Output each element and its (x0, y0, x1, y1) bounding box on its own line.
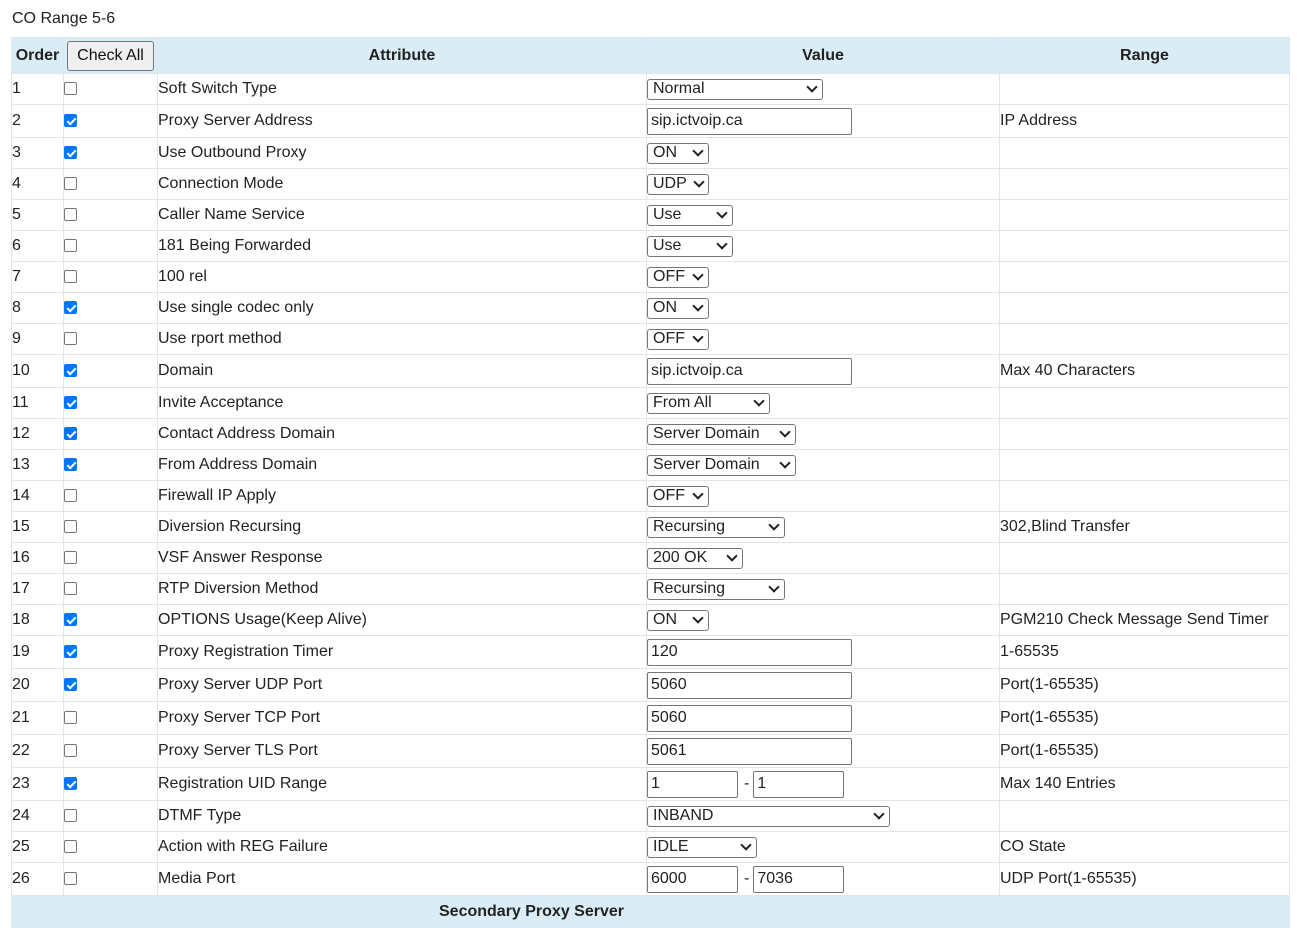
chevron-down-icon (692, 300, 703, 311)
attribute-cell: Domain (158, 355, 647, 388)
row-checkbox[interactable] (64, 809, 77, 822)
row-checkbox[interactable] (64, 777, 77, 790)
order-cell: 24 (12, 801, 64, 832)
section-row (12, 896, 1290, 928)
table-row (12, 419, 1290, 450)
value-select[interactable] (647, 455, 796, 476)
row-checkbox[interactable] (64, 82, 77, 95)
value-input[interactable]: 5060 (647, 705, 852, 732)
row-checkbox-cell (64, 324, 158, 355)
order-cell: 22 (12, 735, 64, 768)
table-row (12, 702, 1290, 735)
row-checkbox[interactable] (64, 711, 77, 724)
range-cell (1000, 169, 1290, 200)
row-checkbox[interactable] (64, 301, 77, 314)
check-all-button[interactable]: Check All (67, 41, 154, 71)
row-checkbox[interactable] (64, 177, 77, 190)
value-column-header: Value (647, 38, 1000, 74)
attribute-cell: Connection Mode (158, 169, 647, 200)
chevron-down-icon (768, 581, 779, 592)
row-checkbox-cell (64, 293, 158, 324)
table-row (12, 481, 1290, 512)
value-cell (647, 293, 1000, 324)
table-row (12, 388, 1290, 419)
order-cell: 20 (12, 669, 64, 702)
value-cell (647, 450, 1000, 481)
row-checkbox-cell (64, 605, 158, 636)
value-cell (647, 702, 1000, 735)
range-cell: IP Address (1000, 105, 1290, 138)
order-cell: 9 (12, 324, 64, 355)
value-cell (647, 74, 1000, 105)
section-spacer (1000, 896, 1290, 928)
value-select[interactable] (647, 548, 743, 569)
order-cell: 11 (12, 388, 64, 419)
order-cell: 7 (12, 262, 64, 293)
table-row (12, 200, 1290, 231)
range-separator: - (744, 870, 750, 887)
select-value: OFF (653, 268, 685, 285)
order-cell: 8 (12, 293, 64, 324)
range-end-input[interactable]: 7036 (753, 866, 844, 893)
row-checkbox-cell (64, 388, 158, 419)
chevron-down-icon (692, 145, 703, 156)
select-value: UDP (653, 175, 687, 192)
row-checkbox-cell (64, 574, 158, 605)
table-row (12, 669, 1290, 702)
table-row (12, 801, 1290, 832)
section-title: Secondary Proxy Server (64, 896, 1000, 928)
order-cell: 17 (12, 574, 64, 605)
attribute-cell: RTP Diversion Method (158, 574, 647, 605)
value-cell (647, 481, 1000, 512)
value-cell (647, 832, 1000, 863)
order-cell: 12 (12, 419, 64, 450)
value-select[interactable] (647, 579, 785, 600)
row-checkbox[interactable] (64, 678, 77, 691)
row-checkbox[interactable] (64, 582, 77, 595)
row-checkbox[interactable] (64, 551, 77, 564)
table-row (12, 735, 1290, 768)
order-cell: 1 (12, 74, 64, 105)
value-input[interactable]: sip.ictvoip.ca (647, 108, 852, 135)
range-cell (1000, 293, 1290, 324)
row-checkbox-cell (64, 543, 158, 574)
order-column-header: Order (12, 38, 64, 74)
select-value: Use (653, 206, 682, 223)
attribute-cell: 100 rel (158, 262, 647, 293)
range-cell: 302,Blind Transfer (1000, 512, 1290, 543)
table-row (12, 74, 1290, 105)
row-checkbox[interactable] (64, 208, 77, 221)
order-cell: 21 (12, 702, 64, 735)
order-cell: 14 (12, 481, 64, 512)
table-row (12, 355, 1290, 388)
row-checkbox-cell (64, 231, 158, 262)
table-row (12, 636, 1290, 669)
row-checkbox[interactable] (64, 239, 77, 252)
chevron-down-icon (692, 612, 703, 623)
row-checkbox-cell (64, 768, 158, 801)
value-cell (647, 636, 1000, 669)
range-cell: Max 40 Characters (1000, 355, 1290, 388)
range-end-input[interactable]: 1 (753, 771, 844, 798)
table-row (12, 863, 1290, 896)
value-input[interactable]: sip.ictvoip.ca (647, 358, 852, 385)
value-cell (647, 543, 1000, 574)
chevron-down-icon (779, 457, 790, 468)
order-cell: 26 (12, 863, 64, 896)
range-cell (1000, 138, 1290, 169)
value-select[interactable] (647, 486, 709, 507)
row-checkbox[interactable] (64, 520, 77, 533)
range-start-input[interactable]: 1 (647, 771, 738, 798)
value-cell (647, 200, 1000, 231)
attribute-cell: Proxy Server Address (158, 105, 647, 138)
check-all-header (64, 38, 158, 74)
attribute-cell: Soft Switch Type (158, 74, 647, 105)
table-row (12, 262, 1290, 293)
value-select[interactable] (647, 298, 709, 319)
chevron-down-icon (779, 426, 790, 437)
attribute-cell: Action with REG Failure (158, 832, 647, 863)
table-row (12, 512, 1290, 543)
attribute-cell: DTMF Type (158, 801, 647, 832)
attribute-cell: Proxy Server TCP Port (158, 702, 647, 735)
order-cell: 23 (12, 768, 64, 801)
attribute-column-header: Attribute (158, 38, 647, 74)
attribute-cell: Caller Name Service (158, 200, 647, 231)
row-checkbox[interactable] (64, 114, 77, 127)
range-column-header: Range (1000, 38, 1290, 74)
order-cell: 2 (12, 105, 64, 138)
select-value: IDLE (653, 838, 689, 855)
order-cell: 4 (12, 169, 64, 200)
table-row (12, 832, 1290, 863)
value-cell (647, 355, 1000, 388)
row-checkbox[interactable] (64, 364, 77, 377)
row-checkbox[interactable] (64, 458, 77, 471)
range-cell: UDP Port(1-65535) (1000, 863, 1290, 896)
chevron-down-icon (753, 395, 764, 406)
value-cell (647, 138, 1000, 169)
table-row (12, 768, 1290, 801)
row-checkbox-cell (64, 512, 158, 543)
range-cell (1000, 450, 1290, 481)
table-row (12, 169, 1290, 200)
attribute-cell: OPTIONS Usage(Keep Alive) (158, 605, 647, 636)
value-input[interactable]: 5061 (647, 738, 852, 765)
value-select[interactable] (647, 610, 709, 631)
select-value: Use (653, 237, 682, 254)
attribute-cell: 181 Being Forwarded (158, 231, 647, 262)
value-select[interactable] (647, 393, 770, 414)
value-cell (647, 605, 1000, 636)
order-cell: 5 (12, 200, 64, 231)
range-separator: - (744, 775, 750, 792)
range-cell (1000, 200, 1290, 231)
value-cell (647, 419, 1000, 450)
select-value: From All (653, 394, 712, 411)
value-cell (647, 574, 1000, 605)
attribute-cell: Use single codec only (158, 293, 647, 324)
value-cell (647, 262, 1000, 293)
chevron-down-icon (693, 176, 704, 187)
row-checkbox[interactable] (64, 613, 77, 626)
order-cell: 10 (12, 355, 64, 388)
row-checkbox[interactable] (64, 872, 77, 885)
select-value: ON (653, 611, 677, 628)
value-cell (647, 669, 1000, 702)
order-cell: 19 (12, 636, 64, 669)
value-select[interactable] (647, 517, 785, 538)
select-value: Server Domain (653, 456, 760, 473)
row-checkbox-cell (64, 450, 158, 481)
value-select[interactable] (647, 205, 733, 226)
attribute-cell: VSF Answer Response (158, 543, 647, 574)
value-select[interactable] (647, 424, 796, 445)
attribute-cell: Proxy Server UDP Port (158, 669, 647, 702)
page-caption: CO Range 5-6 (12, 10, 116, 27)
table-row (12, 231, 1290, 262)
row-checkbox[interactable] (64, 427, 77, 440)
row-checkbox-cell (64, 200, 158, 231)
chevron-down-icon (716, 238, 727, 249)
select-value: Server Domain (653, 425, 760, 442)
attribute-cell: Proxy Registration Timer (158, 636, 647, 669)
value-select[interactable] (647, 236, 733, 257)
select-value: Recursing (653, 580, 726, 597)
value-cell (647, 512, 1000, 543)
value-select[interactable] (647, 806, 890, 827)
range-start-input[interactable]: 6000 (647, 866, 738, 893)
row-checkbox[interactable] (64, 840, 77, 853)
range-cell: Max 140 Entries (1000, 768, 1290, 801)
row-checkbox-cell (64, 105, 158, 138)
row-checkbox-cell (64, 138, 158, 169)
range-cell: Port(1-65535) (1000, 735, 1290, 768)
value-select[interactable] (647, 79, 823, 100)
row-checkbox-cell (64, 735, 158, 768)
chevron-down-icon (726, 550, 737, 561)
range-cell (1000, 543, 1290, 574)
order-cell: 6 (12, 231, 64, 262)
value-select[interactable] (647, 837, 757, 858)
row-checkbox[interactable] (64, 396, 77, 409)
table-row (12, 605, 1290, 636)
select-value: Recursing (653, 518, 726, 535)
range-cell (1000, 324, 1290, 355)
table-row (12, 324, 1290, 355)
value-cell (647, 105, 1000, 138)
row-checkbox[interactable] (64, 332, 77, 345)
value-select[interactable] (647, 267, 709, 288)
attribute-cell: Proxy Server TLS Port (158, 735, 647, 768)
value-input[interactable]: 5060 (647, 672, 852, 699)
select-value: Normal (653, 80, 705, 97)
row-checkbox[interactable] (64, 146, 77, 159)
chevron-down-icon (768, 519, 779, 530)
attribute-cell: Contact Address Domain (158, 419, 647, 450)
row-checkbox[interactable] (64, 645, 77, 658)
chevron-down-icon (740, 839, 751, 850)
chevron-down-icon (806, 81, 817, 92)
value-select[interactable] (647, 174, 709, 195)
select-value: OFF (653, 330, 685, 347)
table-row (12, 543, 1290, 574)
row-checkbox[interactable] (64, 270, 77, 283)
table-row (12, 574, 1290, 605)
table-header-row (12, 38, 1290, 74)
range-cell (1000, 574, 1290, 605)
attribute-cell: Media Port (158, 863, 647, 896)
order-cell: 13 (12, 450, 64, 481)
chevron-down-icon (873, 808, 884, 819)
chevron-down-icon (692, 331, 703, 342)
attribute-cell: Use Outbound Proxy (158, 138, 647, 169)
select-value: INBAND (653, 807, 714, 824)
row-checkbox-cell (64, 863, 158, 896)
table-row (12, 105, 1290, 138)
value-cell (647, 231, 1000, 262)
row-checkbox-cell (64, 262, 158, 293)
row-checkbox-cell (64, 74, 158, 105)
order-cell: 15 (12, 512, 64, 543)
table-row (12, 138, 1290, 169)
row-checkbox-cell (64, 169, 158, 200)
attribute-cell: Use rport method (158, 324, 647, 355)
value-input[interactable]: 120 (647, 639, 852, 666)
row-checkbox-cell (64, 481, 158, 512)
attribute-cell: Registration UID Range (158, 768, 647, 801)
section-spacer (12, 896, 64, 928)
order-cell: 18 (12, 605, 64, 636)
select-value: ON (653, 144, 677, 161)
row-checkbox-cell (64, 832, 158, 863)
table-row (12, 450, 1290, 481)
value-cell (647, 388, 1000, 419)
row-checkbox-cell (64, 419, 158, 450)
value-cell (647, 169, 1000, 200)
range-cell: PGM210 Check Message Send Timer (1000, 605, 1290, 636)
order-cell: 3 (12, 138, 64, 169)
value-cell (647, 324, 1000, 355)
row-checkbox-cell (64, 702, 158, 735)
attribute-cell: Firewall IP Apply (158, 481, 647, 512)
order-cell: 16 (12, 543, 64, 574)
row-checkbox-cell (64, 669, 158, 702)
attribute-cell: Invite Acceptance (158, 388, 647, 419)
select-value: 200 OK (653, 549, 708, 566)
value-select[interactable] (647, 143, 709, 164)
table-row (12, 293, 1290, 324)
row-checkbox-cell (64, 355, 158, 388)
select-value: OFF (653, 487, 685, 504)
range-cell: 1-65535 (1000, 636, 1290, 669)
value-cell (647, 863, 1000, 896)
range-cell (1000, 801, 1290, 832)
value-cell (647, 768, 1000, 801)
attribute-cell: From Address Domain (158, 450, 647, 481)
co-attribute-table (11, 37, 1290, 928)
range-cell: Port(1-65535) (1000, 702, 1290, 735)
select-value: ON (653, 299, 677, 316)
range-cell: CO State (1000, 832, 1290, 863)
range-cell: Port(1-65535) (1000, 669, 1290, 702)
value-select[interactable] (647, 329, 709, 350)
row-checkbox[interactable] (64, 744, 77, 757)
value-cell (647, 801, 1000, 832)
range-cell (1000, 419, 1290, 450)
row-checkbox-cell (64, 636, 158, 669)
range-cell (1000, 481, 1290, 512)
chevron-down-icon (692, 488, 703, 499)
range-cell (1000, 262, 1290, 293)
range-cell (1000, 231, 1290, 262)
order-cell: 25 (12, 832, 64, 863)
chevron-down-icon (692, 269, 703, 280)
chevron-down-icon (716, 207, 727, 218)
attribute-cell: Diversion Recursing (158, 512, 647, 543)
row-checkbox[interactable] (64, 489, 77, 502)
value-cell (647, 735, 1000, 768)
range-cell (1000, 74, 1290, 105)
range-cell (1000, 388, 1290, 419)
row-checkbox-cell (64, 801, 158, 832)
table-body (12, 74, 1290, 928)
